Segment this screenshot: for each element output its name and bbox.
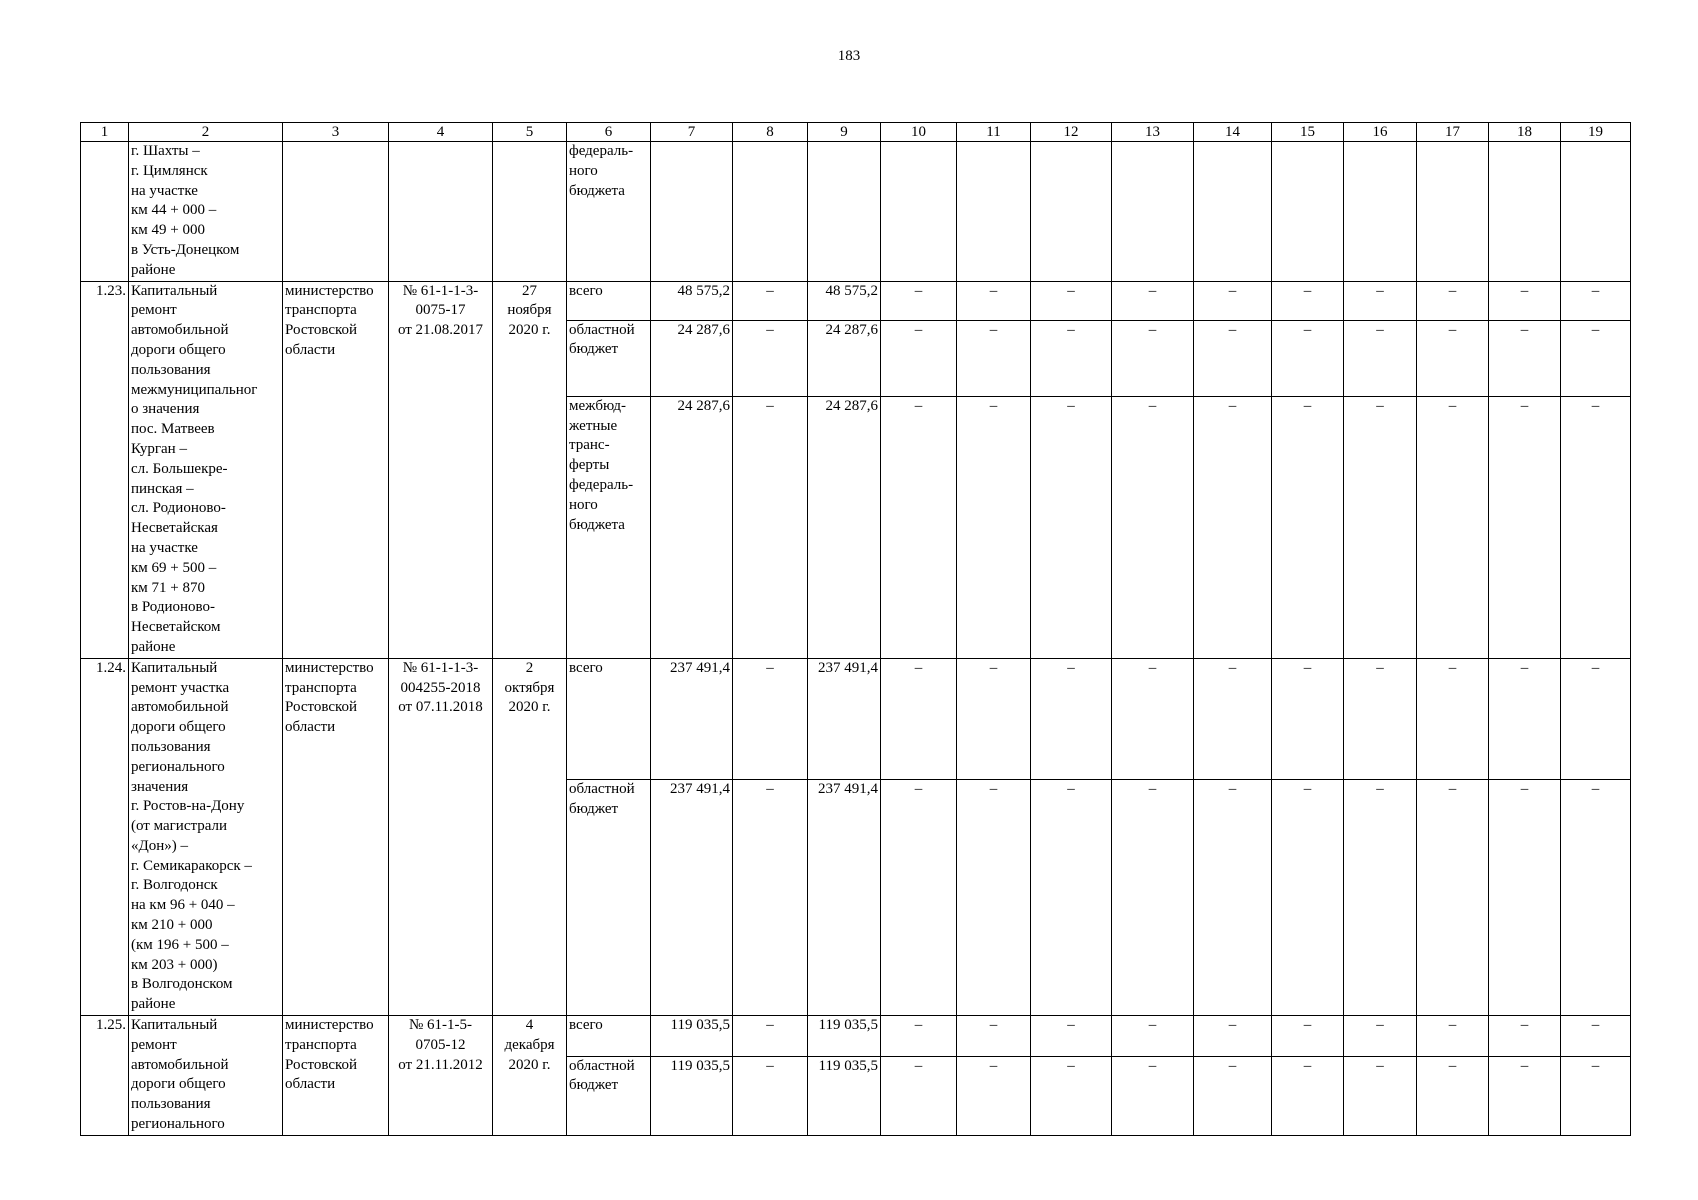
dash-cell: –: [1031, 1056, 1112, 1135]
dash-cell: –: [1272, 1016, 1344, 1057]
dash-cell: –: [1417, 658, 1489, 779]
dash-cell: –: [1112, 1056, 1194, 1135]
dash-cell: –: [1344, 658, 1417, 779]
column-header: 5: [493, 123, 567, 142]
completion-date: 2 октября 2020 г.: [493, 658, 567, 1015]
funding-source: областной бюджет: [567, 779, 651, 1015]
funding-source: федераль- ного бюджета: [567, 142, 651, 282]
completion-date: 4 декабря 2020 г.: [493, 1016, 567, 1136]
dash-cell: –: [1561, 320, 1631, 396]
dash-cell: –: [957, 779, 1031, 1015]
value-col9: 24 287,6: [808, 396, 881, 658]
customer: министерство транспорта Ростовской области: [283, 281, 389, 658]
value-col8: –: [733, 779, 808, 1015]
dash-cell: –: [1112, 658, 1194, 779]
dash-cell: –: [1112, 779, 1194, 1015]
dash-cell: –: [957, 396, 1031, 658]
document-ref: № 61-1-1-3- 004255-2018 от 07.11.2018: [389, 658, 493, 1015]
dash-cell: –: [1344, 1056, 1417, 1135]
dash-cell: –: [1489, 779, 1561, 1015]
dash-cell: –: [1344, 320, 1417, 396]
value-col7: 237 491,4: [651, 658, 733, 779]
dash-cell: –: [1417, 281, 1489, 320]
dash-cell: –: [881, 779, 957, 1015]
dash-cell: –: [957, 658, 1031, 779]
value-col8: –: [733, 281, 808, 320]
dash-cell: –: [1489, 396, 1561, 658]
row-number: 1.25.: [81, 1016, 129, 1136]
dash-cell: –: [1194, 1016, 1272, 1057]
dash-cell: –: [1489, 1056, 1561, 1135]
dash-cell: –: [1417, 320, 1489, 396]
dash-cell: –: [1194, 396, 1272, 658]
dash-cell: –: [1272, 396, 1344, 658]
value-col8: –: [733, 396, 808, 658]
completion-date: 27 ноября 2020 г.: [493, 281, 567, 658]
budget-table: [80, 122, 1631, 1136]
value-col7: 119 035,5: [651, 1056, 733, 1135]
value-col8: –: [733, 1056, 808, 1135]
dash-cell: –: [1272, 1056, 1344, 1135]
dash-cell: –: [1489, 281, 1561, 320]
value-col9: 24 287,6: [808, 320, 881, 396]
dash-cell: –: [1194, 1056, 1272, 1135]
dash-cell: –: [1561, 1056, 1631, 1135]
dash-cell: –: [957, 1056, 1031, 1135]
dash-cell: –: [881, 1016, 957, 1057]
column-header: 10: [881, 123, 957, 142]
dash-cell: –: [1194, 779, 1272, 1015]
dash-cell: –: [881, 658, 957, 779]
funding-source: всего: [567, 281, 651, 320]
value-col7: 119 035,5: [651, 1016, 733, 1057]
dash-cell: –: [1272, 779, 1344, 1015]
dash-cell: –: [1031, 320, 1112, 396]
document-ref: № 61-1-5- 0705-12 от 21.11.2012: [389, 1016, 493, 1136]
object-name: г. Шахты – г. Цимлянск на участке км 44 + 000 – км 49 + 000 в Усть-Донецком районе: [129, 142, 283, 282]
customer: министерство транспорта Ростовской области: [283, 658, 389, 1015]
document-ref: № 61-1-1-3- 0075-17 от 21.08.2017: [389, 281, 493, 658]
dash-cell: –: [1561, 281, 1631, 320]
dash-cell: –: [1489, 320, 1561, 396]
dash-cell: –: [1031, 658, 1112, 779]
dash-cell: –: [1561, 779, 1631, 1015]
dash-cell: –: [1417, 1056, 1489, 1135]
funding-source: межбюд- жетные транс- ферты федераль- ного бюджета: [567, 396, 651, 658]
dash-cell: –: [1561, 1016, 1631, 1057]
dash-cell: –: [1344, 1016, 1417, 1057]
dash-cell: –: [957, 320, 1031, 396]
dash-cell: –: [1561, 396, 1631, 658]
dash-cell: –: [1272, 320, 1344, 396]
dash-cell: –: [1031, 396, 1112, 658]
object-name: Капитальный ремонт автомобильной дороги общего пользования межмуниципальног о значения пос. Матвеев Курган – сл. Большекре- пинская – сл. Родионово- Несветайская на участке км 69 + 500 – км 71 + 870 в Родионово- Несветайском районе: [129, 281, 283, 658]
dash-cell: –: [1194, 320, 1272, 396]
column-header: 12: [1031, 123, 1112, 142]
dash-cell: –: [1417, 396, 1489, 658]
object-name: Капитальный ремонт участка автомобильной дороги общего пользования регионального значения г. Ростов-на-Дону (от магистрали «Дон») – г. Семикаракорск – г. Волгодонск на км 96 + 040 – км 210 + 000 (км 196 + 500 – км 203 + 000) в Волгодонском районе: [129, 658, 283, 1015]
dash-cell: –: [881, 281, 957, 320]
dash-cell: –: [1112, 281, 1194, 320]
value-col7: 24 287,6: [651, 396, 733, 658]
column-header: 2: [129, 123, 283, 142]
header-row: [81, 123, 1631, 142]
funding-source: областной бюджет: [567, 1056, 651, 1135]
funding-source: всего: [567, 1016, 651, 1057]
page-number: 183: [837, 48, 861, 64]
column-header: 4: [389, 123, 493, 142]
dash-cell: –: [1031, 1016, 1112, 1057]
continuation-row: [81, 142, 1631, 282]
value-col8: –: [733, 658, 808, 779]
dash-cell: –: [1272, 658, 1344, 779]
value-col9: 48 575,2: [808, 281, 881, 320]
row-number: 1.24.: [81, 658, 129, 1015]
value-col9: 119 035,5: [808, 1056, 881, 1135]
dash-cell: –: [1561, 658, 1631, 779]
dash-cell: –: [1417, 779, 1489, 1015]
dash-cell: –: [957, 281, 1031, 320]
dash-cell: –: [1417, 1016, 1489, 1057]
dash-cell: –: [1489, 1016, 1561, 1057]
value-col9: 237 491,4: [808, 658, 881, 779]
column-header: 14: [1194, 123, 1272, 142]
table-row: [81, 1016, 1631, 1057]
dash-cell: –: [1194, 281, 1272, 320]
column-header: 19: [1561, 123, 1631, 142]
dash-cell: –: [881, 396, 957, 658]
column-header: 3: [283, 123, 389, 142]
column-header: 13: [1112, 123, 1194, 142]
dash-cell: –: [1031, 779, 1112, 1015]
value-col9: 237 491,4: [808, 779, 881, 1015]
value-col7: 24 287,6: [651, 320, 733, 396]
customer: министерство транспорта Ростовской области: [283, 1016, 389, 1136]
column-header: 15: [1272, 123, 1344, 142]
row-number: 1.23.: [81, 281, 129, 658]
value-col8: –: [733, 320, 808, 396]
dash-cell: –: [1344, 281, 1417, 320]
dash-cell: –: [1112, 396, 1194, 658]
dash-cell: –: [1194, 658, 1272, 779]
dash-cell: –: [1112, 1016, 1194, 1057]
column-header: 9: [808, 123, 881, 142]
value-col7: 237 491,4: [651, 779, 733, 1015]
dash-cell: –: [1489, 658, 1561, 779]
column-header: 17: [1417, 123, 1489, 142]
dash-cell: –: [1112, 320, 1194, 396]
object-name: Капитальный ремонт автомобильной дороги общего пользования регионального: [129, 1016, 283, 1136]
dash-cell: –: [1344, 779, 1417, 1015]
dash-cell: –: [1272, 281, 1344, 320]
column-header: 8: [733, 123, 808, 142]
table-row: [81, 658, 1631, 779]
dash-cell: –: [881, 1056, 957, 1135]
column-header: 18: [1489, 123, 1561, 142]
funding-source: всего: [567, 658, 651, 779]
table-row: [81, 281, 1631, 320]
dash-cell: –: [957, 1016, 1031, 1057]
dash-cell: –: [1344, 396, 1417, 658]
funding-source: областной бюджет: [567, 320, 651, 396]
column-header: 16: [1344, 123, 1417, 142]
column-header: 11: [957, 123, 1031, 142]
value-col9: 119 035,5: [808, 1016, 881, 1057]
value-col7: 48 575,2: [651, 281, 733, 320]
dash-cell: –: [881, 320, 957, 396]
column-header: 6: [567, 123, 651, 142]
dash-cell: –: [1031, 281, 1112, 320]
column-header: 7: [651, 123, 733, 142]
column-header: 1: [81, 123, 129, 142]
value-col8: –: [733, 1016, 808, 1057]
